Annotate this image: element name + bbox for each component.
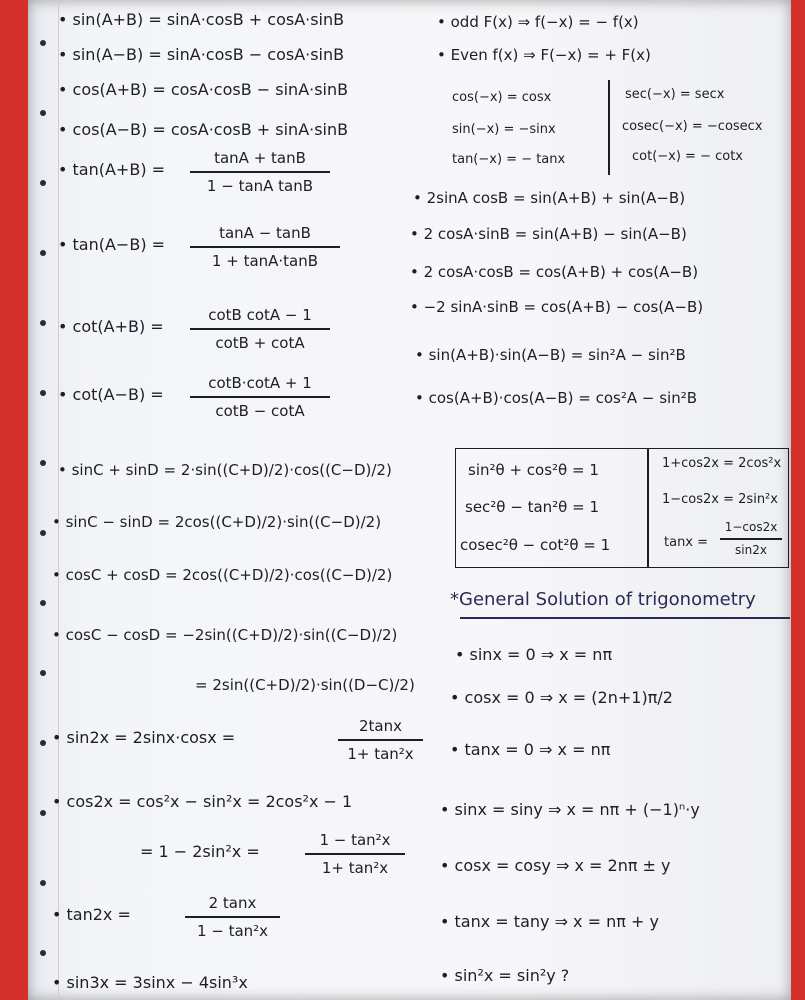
product-sum-5: • sin(A+B)·sin(A−B) = sin²A − sin²B xyxy=(415,346,686,364)
formula-tan-sum-fraction xyxy=(190,148,330,196)
binding-hole xyxy=(40,600,46,606)
product-sum-4: • −2 sinA·sinB = cos(A+B) − cos(A−B) xyxy=(410,298,704,316)
box-divider xyxy=(647,448,649,568)
denominator: cotB + cotA xyxy=(215,333,305,352)
formula-tan-diff-fraction xyxy=(190,223,340,271)
numerator: cotB·cotA + 1 xyxy=(208,374,312,392)
denominator: sin2x xyxy=(735,542,767,557)
product-sum-3: • 2 cosA·cosB = cos(A+B) + cos(A−B) xyxy=(410,263,699,281)
neg-angle-cot: cot(−x) = − cotx xyxy=(632,149,744,164)
formula-cos-sum: • cos(A+B) = cosA·cosB − sinA·sinB xyxy=(58,80,349,99)
binding-hole xyxy=(40,180,46,186)
formula-sin2x-fraction xyxy=(338,716,423,764)
formula-cot-sum-fraction xyxy=(190,305,330,353)
formula-cot-diff-lhs: • cot(A−B) = xyxy=(58,385,164,404)
neg-angle-cos: cos(−x) = cosx xyxy=(452,90,552,105)
fraction-bar xyxy=(190,171,330,173)
formula-tan2x-fraction xyxy=(185,893,280,941)
divider xyxy=(608,80,610,175)
neg-angle-cosec: cosec(−x) = −cosecx xyxy=(622,119,763,134)
formula-cos2x-line2: = 1 − 2sin²x = xyxy=(140,842,260,861)
denominator: 1 − tanA tanB xyxy=(206,176,314,195)
numerator: 1−cos2x xyxy=(724,520,778,534)
binding-hole xyxy=(40,40,46,46)
identity-tanx-fraction xyxy=(720,520,782,558)
numerator: tanA + tanB xyxy=(214,149,306,167)
formula-sin-sum: • sin(A+B) = sinA·cosB + cosA·sinB xyxy=(58,10,345,29)
denominator: 1 − tan²x xyxy=(196,921,269,940)
numerator: cotB cotA − 1 xyxy=(208,306,312,324)
identity-sin-cos: sin²θ + cos²θ = 1 xyxy=(468,461,599,479)
formula-cot-sum-lhs: • cot(A+B) = xyxy=(58,317,164,336)
general-solution-cos-zero: • cosx = 0 ⇒ x = (2n+1)π/2 xyxy=(450,688,673,707)
identity-sec-tan: sec²θ − tan²θ = 1 xyxy=(465,498,600,516)
formula-cosc-minus-cosd-alt: = 2sin((C+D)/2)·sin((D−C)/2) xyxy=(195,676,415,694)
fraction-bar xyxy=(190,396,330,398)
binding-hole xyxy=(40,460,46,466)
binding-hole xyxy=(40,670,46,676)
identity-cos2x-plus: 1+cos2x = 2cos²x xyxy=(662,456,782,471)
neg-angle-sin: sin(−x) = −sinx xyxy=(452,122,556,137)
identity-cos2x-minus: 1−cos2x = 2sin²x xyxy=(662,492,778,507)
identity-tanx-lhs: tanx = xyxy=(664,535,709,550)
formula-sin3x: • sin3x = 3sinx − 4sin³x xyxy=(52,973,248,992)
numerator: 2tanx xyxy=(358,717,402,735)
neg-angle-tan: tan(−x) = − tanx xyxy=(452,152,566,167)
margin-line xyxy=(58,0,59,1000)
formula-cos2x-fraction xyxy=(305,830,405,878)
binding-hole xyxy=(40,250,46,256)
numerator: 1 − tan²x xyxy=(319,831,391,849)
general-solution-cos-equal: • cosx = cosy ⇒ x = 2nπ ± y xyxy=(440,856,671,875)
general-solution-sin-zero: • sinx = 0 ⇒ x = nπ xyxy=(455,645,613,664)
numerator: tanA − tanB xyxy=(219,224,311,242)
binding-hole xyxy=(40,320,46,326)
fraction-bar xyxy=(190,328,330,330)
general-solution-sin-equal: • sinx = siny ⇒ x = nπ + (−1)ⁿ·y xyxy=(440,800,700,819)
formula-tan-sum-lhs: • tan(A+B) = xyxy=(58,160,166,179)
fraction-bar xyxy=(720,538,782,540)
heading-underline xyxy=(460,617,790,619)
formula-sin-diff: • sin(A−B) = sinA·cosB − cosA·sinB xyxy=(58,45,345,64)
product-sum-6: • cos(A+B)·cos(A−B) = cos²A − sin²B xyxy=(415,389,698,407)
general-solution-heading: *General Solution of trigonometry xyxy=(450,589,756,610)
spiral-holes xyxy=(28,0,58,1000)
identity-cosec-cot: cosec²θ − cot²θ = 1 xyxy=(460,536,611,554)
product-sum-1: • 2sinA cosB = sin(A+B) + sin(A−B) xyxy=(413,189,686,207)
formula-sin2x-lhs: • sin2x = 2sinx·cosx = xyxy=(52,728,236,747)
product-sum-2: • 2 cosA·sinB = sin(A+B) − sin(A−B) xyxy=(410,225,687,243)
formula-cos2x-line1: • cos2x = cos²x − sin²x = 2cos²x − 1 xyxy=(52,792,353,811)
even-function-rule: • Even f(x) ⇒ F(−x) = + F(x) xyxy=(437,46,651,64)
formula-sinc-plus-sind: • sinC + sinD = 2·sin((C+D)/2)·cos((C−D)/2) xyxy=(58,461,392,479)
general-solution-tan-equal: • tanx = tany ⇒ x = nπ + y xyxy=(440,912,659,931)
formula-tan-diff-lhs: • tan(A−B) = xyxy=(58,235,166,254)
odd-function-rule: • odd F(x) ⇒ f(−x) = − f(x) xyxy=(437,13,639,31)
binding-hole xyxy=(40,810,46,816)
formula-cos-diff: • cos(A−B) = cosA·cosB + sinA·sinB xyxy=(58,120,349,139)
denominator: 1 + tanA·tanB xyxy=(211,251,319,270)
fraction-bar xyxy=(185,916,280,918)
formula-cosc-plus-cosd: • cosC + cosD = 2cos((C+D)/2)·cos((C−D)/2) xyxy=(52,566,393,584)
fraction-bar xyxy=(190,246,340,248)
formula-sinc-minus-sind: • sinC − sinD = 2cos((C+D)/2)·sin((C−D)/2) xyxy=(52,513,382,531)
fraction-bar xyxy=(305,853,405,855)
neg-angle-sec: sec(−x) = secx xyxy=(625,87,725,102)
general-solution-tan-zero: • tanx = 0 ⇒ x = nπ xyxy=(450,740,611,759)
numerator: 2 tanx xyxy=(208,894,257,912)
general-solution-sin-squared: • sin²x = sin²y ? xyxy=(440,966,570,985)
formula-cot-diff-fraction xyxy=(190,373,330,421)
binding-hole xyxy=(40,390,46,396)
formula-tan2x-lhs: • tan2x = xyxy=(52,905,131,924)
denominator: cotB − cotA xyxy=(215,401,305,420)
binding-hole xyxy=(40,740,46,746)
fraction-bar xyxy=(338,739,423,741)
binding-hole xyxy=(40,530,46,536)
denominator: 1+ tan²x xyxy=(347,744,414,763)
binding-hole xyxy=(40,110,46,116)
formula-cosc-minus-cosd: • cosC − cosD = −2sin((C+D)/2)·sin((C−D)/2) xyxy=(52,626,398,644)
binding-hole xyxy=(40,880,46,886)
denominator: 1+ tan²x xyxy=(321,858,389,877)
binding-hole xyxy=(40,950,46,956)
